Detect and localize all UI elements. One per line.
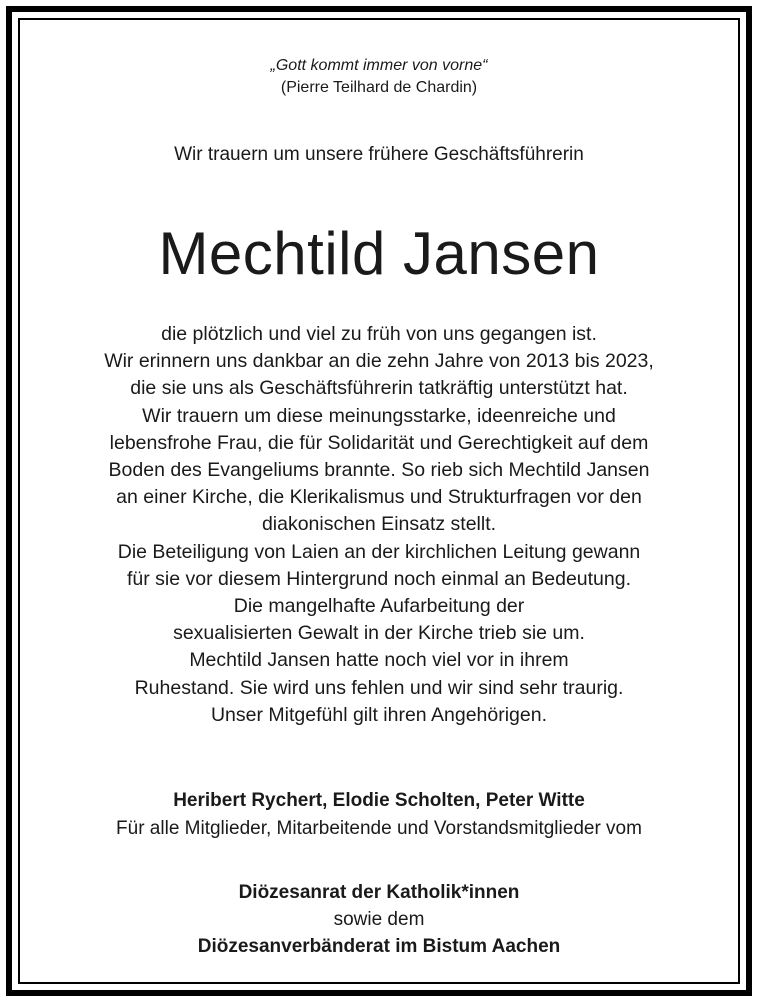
- signers-note: Für alle Mitglieder, Mitarbeitende und Vorstandsmitglieder vom: [116, 818, 642, 839]
- body-line: Wir erinnern uns dankbar an die zehn Jahre von 2013 bis 2023,: [104, 350, 654, 373]
- body-line: sexualisierten Gewalt in der Kirche trieb sie um.: [173, 622, 585, 645]
- body-line: Wir trauern um diese meinungsstarke, ideenreiche und: [142, 404, 616, 427]
- body-line: an einer Kirche, die Klerikalismus und Strukturfragen vor den: [116, 486, 642, 509]
- organization-name-second: Diözesanverbänderat im Bistum Aachen: [197, 936, 561, 957]
- deceased-name: Mechtild Jansen: [158, 220, 600, 287]
- outer-border: [6, 6, 752, 996]
- body-line: Mechtild Jansen hatte noch viel vor in ihrem: [189, 649, 569, 672]
- body-line: Unser Mitgefühl gilt ihren Angehörigen.: [210, 703, 548, 726]
- inner-border: [18, 18, 740, 984]
- intro-line: Wir trauern um unsere frühere Geschäftsführerin: [174, 144, 584, 165]
- epigraph-quote: „Gott kommt immer von vorne“: [270, 57, 488, 74]
- body-line: die sie uns als Geschäftsführerin tatkräftig unterstützt hat.: [130, 377, 628, 400]
- obituary-body: [20, 321, 738, 729]
- signer-names: Heribert Rychert, Elodie Scholten, Peter Witte: [173, 790, 585, 811]
- body-line: Die Beteiligung von Laien an der kirchlichen Leitung gewann: [117, 540, 641, 563]
- body-line: Ruhestand. Sie wird uns fehlen und wir sind sehr traurig.: [134, 676, 624, 699]
- body-line: Boden des Evangeliums brannte. So rieb sich Mechtild Jansen: [108, 459, 650, 482]
- organization-name: Diözesanrat der Katholik*innen: [238, 882, 520, 903]
- body-line: für sie vor diesem Hintergrund noch einmal an Bedeutung.: [126, 567, 632, 590]
- body-line: die plötzlich und viel zu früh von uns gegangen ist.: [161, 323, 597, 345]
- epigraph-author: (Pierre Teilhard de Chardin): [280, 79, 478, 96]
- body-line: Die mangelhafte Aufarbeitung der: [233, 595, 525, 618]
- body-line: lebensfrohe Frau, die für Solidarität und Gerechtigkeit auf dem: [109, 431, 649, 454]
- body-line: diakonischen Einsatz stellt.: [261, 513, 497, 536]
- organization-conjunction: sowie dem: [333, 909, 425, 930]
